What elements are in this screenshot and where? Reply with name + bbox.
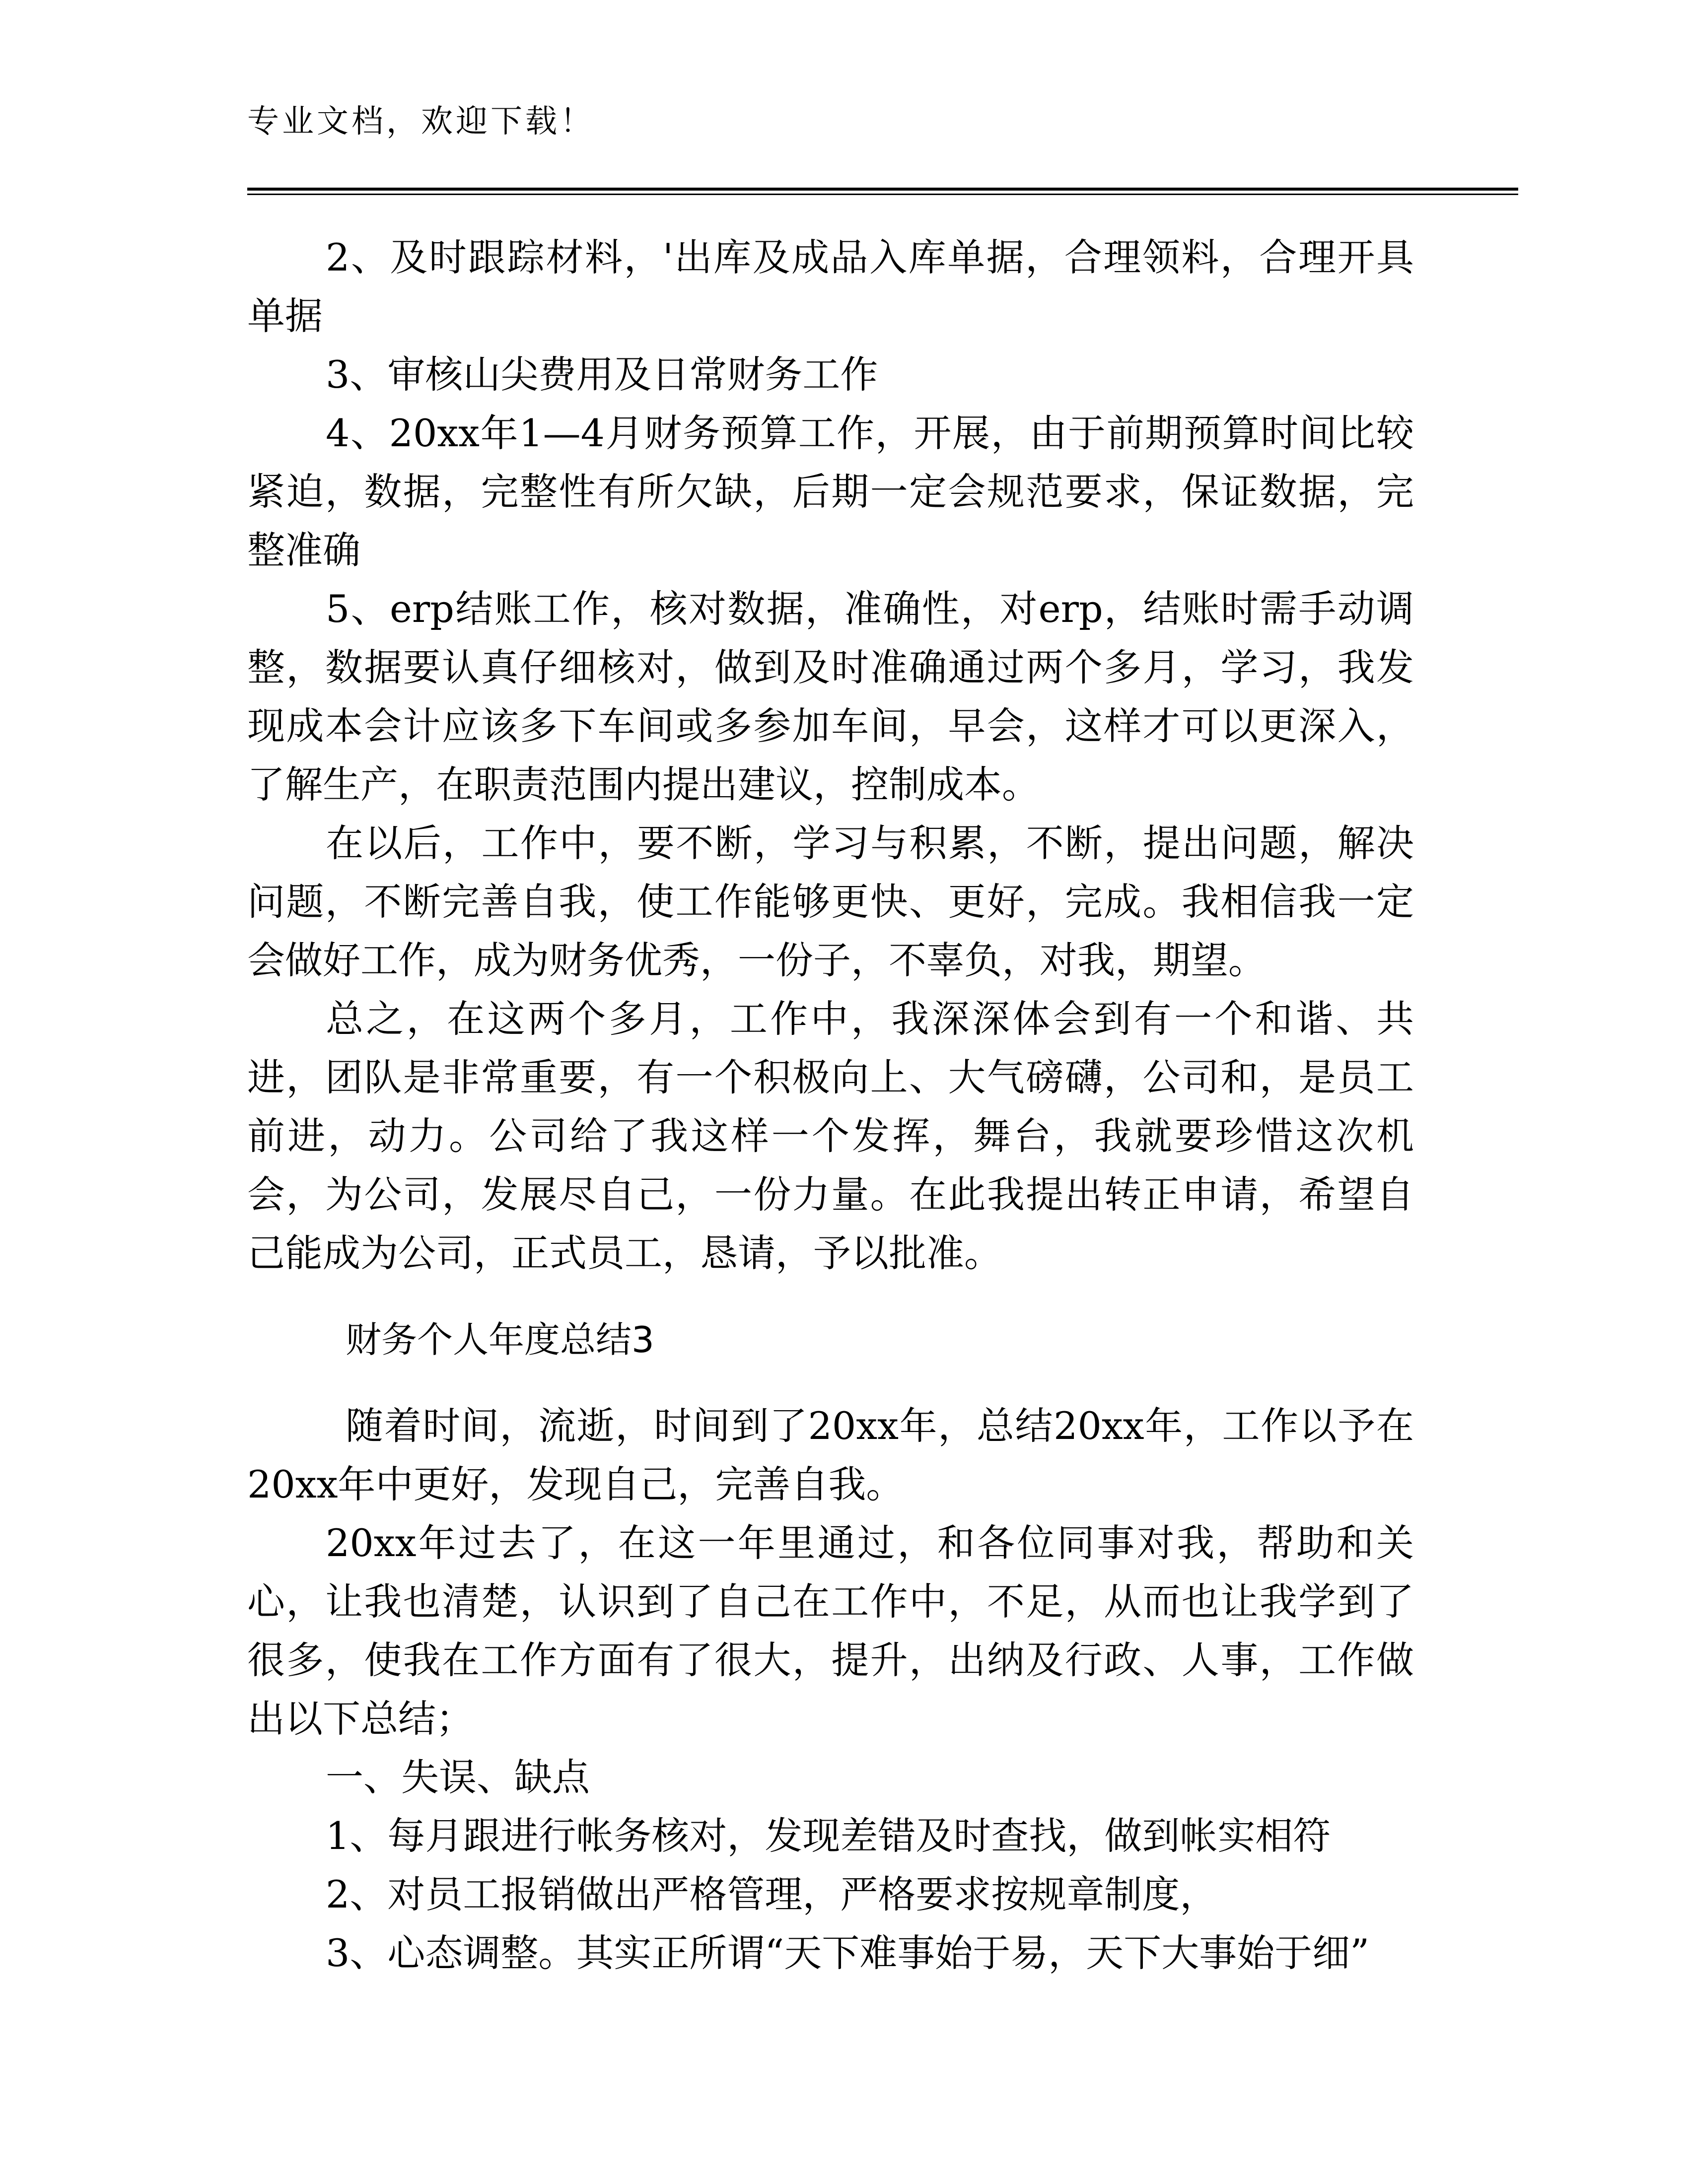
paragraph-future-work: 在以后，工作中，要不断，学习与积累，不断，提出问题，解决问题，不断完善自我，使工作能够更快、更好，完成。我相信我一定会做好工作，成为财务优秀，一份子，不辜负，对我，期望。 [247, 821, 1414, 982]
section-heading: 财务个人年度总结3 [346, 1319, 654, 1361]
paragraph-summary: 总之，在这两个多月，工作中，我深深体会到有一个和谐、共进，团队是非常重要，有一个积极向上、大气磅礴，公司和，是员工前进，动力。公司给了我这样一个发挥，舞台，我就要珍惜这次机会，为公司，发展尽自己，一份力量。在此我提出转正申请，希望自己能成为公司，正式员工，恳请，予以批准。 [247, 997, 1414, 1275]
paragraph-year-review: 20xx年过去了，在这一年里通过，和各位同事对我，帮助和关心，让我也清楚，认识到了自己在工作中，不足，从而也让我学到了很多，使我在工作方面有了很大，提升，出纳及行政、人事，工作做出以下总结； [247, 1521, 1414, 1741]
list-item-2: 2、对员工报销做出严格管理，严格要求按规章制度， [326, 1872, 1218, 1916]
paragraph-item-2: 2、及时跟踪材料，'出库及成品入库单据，合理领料，合理开具单据 [247, 235, 1414, 338]
paragraph-item-5: 5、erp结账工作，核对数据，准确性，对erp，结账时需手动调整，数据要认真仔细核对，做到及时准确通过两个多月，学习，我发现成本会计应该多下车间或多参加车间，早会，这样才可以更深入，了解生产，在职责范围内提出建议，控制成本。 [247, 587, 1414, 807]
subheading-mistakes: 一、失误、缺点 [326, 1755, 590, 1799]
list-item-1: 1、每月跟进行帐务核对，发现差错及时查找，做到帐实相符 [326, 1814, 1331, 1858]
header-rule-thick [247, 188, 1518, 191]
header-rule-thin [247, 194, 1518, 195]
paragraph-intro: 随着时间，流逝，时间到了20xx年，总结20xx年，工作以予在20xx年中更好，发现自己，完善自我。 [247, 1404, 1414, 1506]
paragraph-item-3: 3、审核山尖费用及日常财务工作 [326, 352, 878, 397]
paragraph-item-4: 4、20xx年1—4月财务预算工作，开展，由于前期预算时间比较紧迫，数据，完整性有所欠缺，后期一定会规范要求，保证数据，完整准确 [247, 411, 1414, 572]
list-item-3: 3、心态调整。其实正所谓“天下难事始于易，天下大事始于细” [326, 1931, 1370, 1975]
document-body [247, 228, 1414, 1982]
header-note: 专业文档，欢迎下载！ [247, 103, 595, 140]
